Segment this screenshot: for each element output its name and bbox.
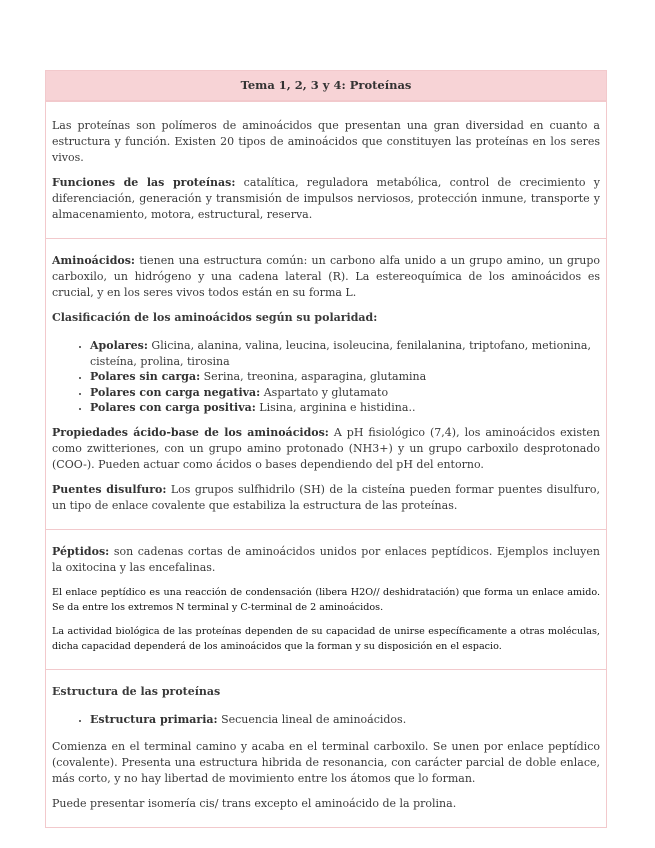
list-item: [90, 400, 600, 416]
puentes-paragraph: [52, 482, 600, 514]
estructura-paragraph-1: Comienza en el terminal camino y acaba en el terminal carboxilo. Se unen por enlace peptídico (covalente). Presenta una estructura hibrida de resonancia, con carácter parcial de doble enlace, más corto, y no hay libertad de movimiento entre los átomos que lo forman.: [52, 740, 600, 785]
funciones-paragraph: [52, 175, 600, 223]
section-peptidos: [46, 529, 606, 669]
list-item: [90, 712, 600, 728]
list-item-label: Polares con carga positiva:: [90, 401, 256, 414]
acido-base-label: Propiedades ácido-base de los aminoácidos:: [52, 425, 329, 439]
acido-base-text: A pH fisiológico (7,4), los aminoácidos existen como zwitteriones, con un grupo amino protonado (NH3+) y un grupo carboxilo desprotonado (COO-). Pueden actuar como ácidos o bases dependiendo del pH del entorno.: [52, 425, 600, 471]
list-item-label: Estructura primaria:: [90, 712, 218, 726]
aminoacidos-label: Aminoácidos:: [52, 254, 135, 267]
aminoacidos-text: tienen una estructura común: un carbono alfa unido a un grupo amino, un grupo carboxilo, un hidrógeno y una cadena lateral (R). La estereoquímica de los aminoácidos es crucial, y en los seres vivos todos están en su forma L.: [52, 254, 600, 299]
list-item-text: Lisina, arginina e histidina..: [255, 401, 416, 414]
clasificacion-heading: Clasificación de los aminoácidos según su polaridad:: [52, 311, 378, 324]
aminoacidos-paragraph: [52, 253, 600, 301]
peptidos-text: son cadenas cortas de aminoácidos unidos por enlaces peptídicos. Ejemplos incluyen la oxitocina y las encefalinas.: [52, 544, 600, 574]
enlace-paragraph: El enlace peptídico es una reacción de condensación (libera H2O// deshidratación) que forma un enlace amido. Se da entre los extremos N terminal y C-terminal de 2 aminoácidos.: [52, 586, 600, 613]
document-table: [45, 70, 607, 828]
section-estructura: [46, 669, 606, 828]
estructura-heading: Estructura de las proteínas: [52, 684, 221, 698]
acido-base-paragraph: [52, 425, 600, 473]
list-item-text: Glicina, alanina, valina, leucina, isoleucina, fenilalanina, triptofano, metionina, cisteína, prolina, tirosina: [90, 339, 591, 368]
actividad-paragraph: La actividad biológica de las proteínas dependen de su capacidad de unirse específicamente a otras moléculas, dicha capacidad dependerá de los aminoácidos que la forman y su disposición en el espacio.: [52, 625, 600, 652]
peptidos-label: Péptidos:: [52, 544, 110, 558]
list-item-label: Polares sin carga:: [90, 370, 201, 383]
list-item-label: Polares con carga negativa:: [90, 385, 261, 399]
list-item-text: Serina, treonina, asparagina, glutamina: [200, 370, 427, 383]
peptidos-paragraph: [52, 544, 600, 576]
polaridad-list: [52, 338, 600, 416]
funciones-text: catalítica, reguladora metabólica, control de crecimiento y diferenciación, generación y transmisión de impulsos nerviosos, protección inmune, transporte y almacenamiento, motora, estructural, reserva.: [52, 176, 600, 221]
list-item-label: Apolares:: [90, 339, 148, 352]
page-title: Tema 1, 2, 3 y 4: Proteínas: [46, 71, 606, 101]
section-aminoacidos: [46, 238, 606, 529]
list-item: [90, 369, 600, 385]
estructura-list: [52, 712, 600, 728]
list-item: [90, 338, 600, 369]
puentes-label: Puentes disulfuro:: [52, 482, 167, 496]
puentes-text: Los grupos sulfhidrilo (SH) de la cisteína pueden formar puentes disulfuro, un tipo de enlace covalente que estabiliza la estructura de las proteínas.: [52, 482, 601, 512]
list-item-text: Secuencia lineal de aminoácidos.: [217, 712, 407, 726]
list-item: [90, 385, 600, 401]
section-intro: [46, 101, 606, 238]
estructura-paragraph-2: Puede presentar isomería cis/ trans excepto el aminoácido de la prolina.: [52, 797, 457, 810]
intro-paragraph: Las proteínas son polímeros de aminoácidos que presentan una gran diversidad en cuanto a estructura y función. Existen 20 tipos de aminoácidos que constituyen las proteínas en los seres vivos.: [52, 119, 600, 164]
funciones-label: Funciones de las proteínas:: [52, 176, 236, 189]
list-item-text: Aspartato y glutamato: [260, 385, 389, 399]
